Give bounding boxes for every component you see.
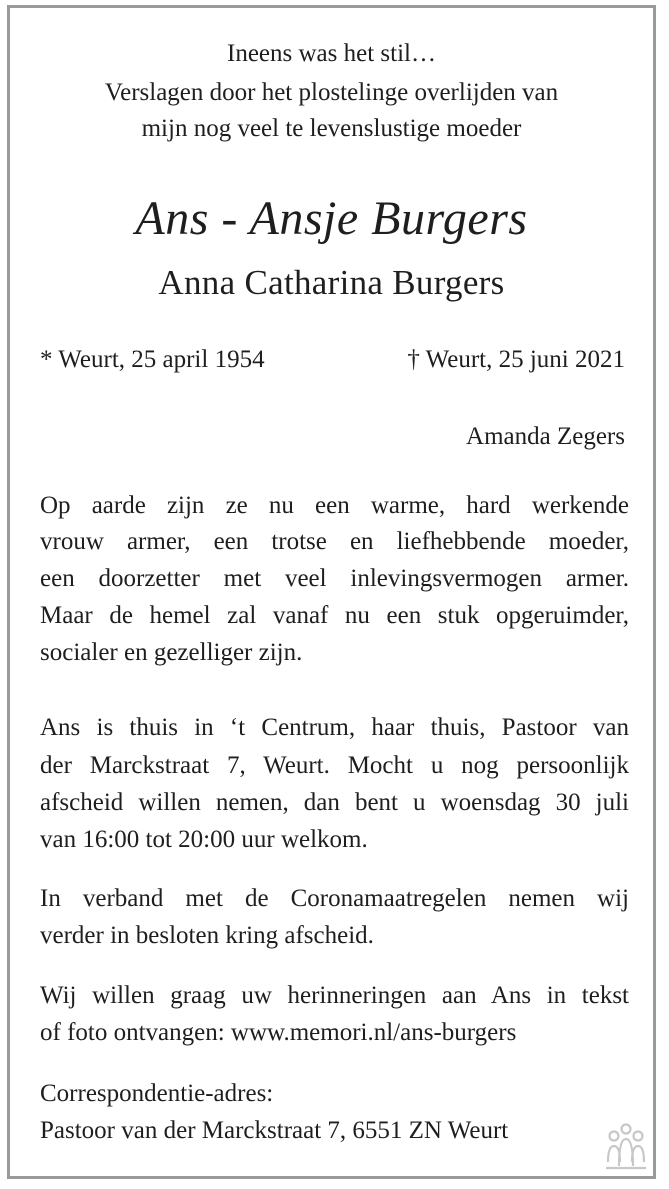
people-group-icon <box>604 1122 648 1174</box>
correspondence-label: Correspondentie-adres: <box>40 1080 274 1107</box>
paragraph-3-line: In verband met de Coronamaatregelen nemen wij <box>40 885 629 912</box>
paragraph-1-line: Maar de hemel zal vanaf nu een stuk opgeruimder, <box>40 602 629 629</box>
paragraph-1-line: Op aarde zijn ze nu een warme, hard werkende <box>40 492 629 519</box>
death-date: † Weurt, 25 juni 2021 <box>407 346 625 373</box>
paragraph-4-line: of foto ontvangen: www.memori.nl/ans-burgers <box>40 1019 517 1046</box>
paragraph-3-line: verder in besloten kring afscheid. <box>40 922 374 949</box>
deceased-nickname: Ans - Ansje Burgers <box>135 192 528 245</box>
paragraph-1-line: socialer en gezelliger zijn. <box>40 639 303 666</box>
paragraph-1-line: vrouw armer, een trotse en liefhebbende moeder, <box>40 528 629 555</box>
paragraph-2-line: Ans is thuis in ‘t Centrum, haar thuis, Pastoor van <box>40 714 629 741</box>
intro-line-3: mijn nog veel te levenslustige moeder <box>141 115 522 142</box>
correspondence-address: Pastoor van der Marckstraat 7, 6551 ZN Weurt <box>40 1117 509 1144</box>
obituary-card <box>7 5 656 1179</box>
signature: Amanda Zegers <box>466 423 625 450</box>
deceased-full-name: Anna Catharina Burgers <box>158 263 505 302</box>
intro-line-1: Ineens was het stil… <box>227 40 436 67</box>
paragraph-2-line: van 16:00 tot 20:00 uur welkom. <box>40 826 368 853</box>
paragraph-4-line: Wij willen graag uw herinneringen aan Ans in tekst <box>40 982 629 1009</box>
paragraph-2-line: der Marckstraat 7, Weurt. Mocht u nog persoonlijk <box>40 752 629 779</box>
birth-date: * Weurt, 25 april 1954 <box>40 346 265 373</box>
paragraph-2-line: afscheid willen nemen, dan bent u woensdag 30 juli <box>40 789 629 816</box>
paragraph-1-line: een doorzetter met veel inlevingsvermogen armer. <box>40 565 629 592</box>
intro-line-2: Verslagen door het plostelinge overlijden van <box>104 79 559 106</box>
